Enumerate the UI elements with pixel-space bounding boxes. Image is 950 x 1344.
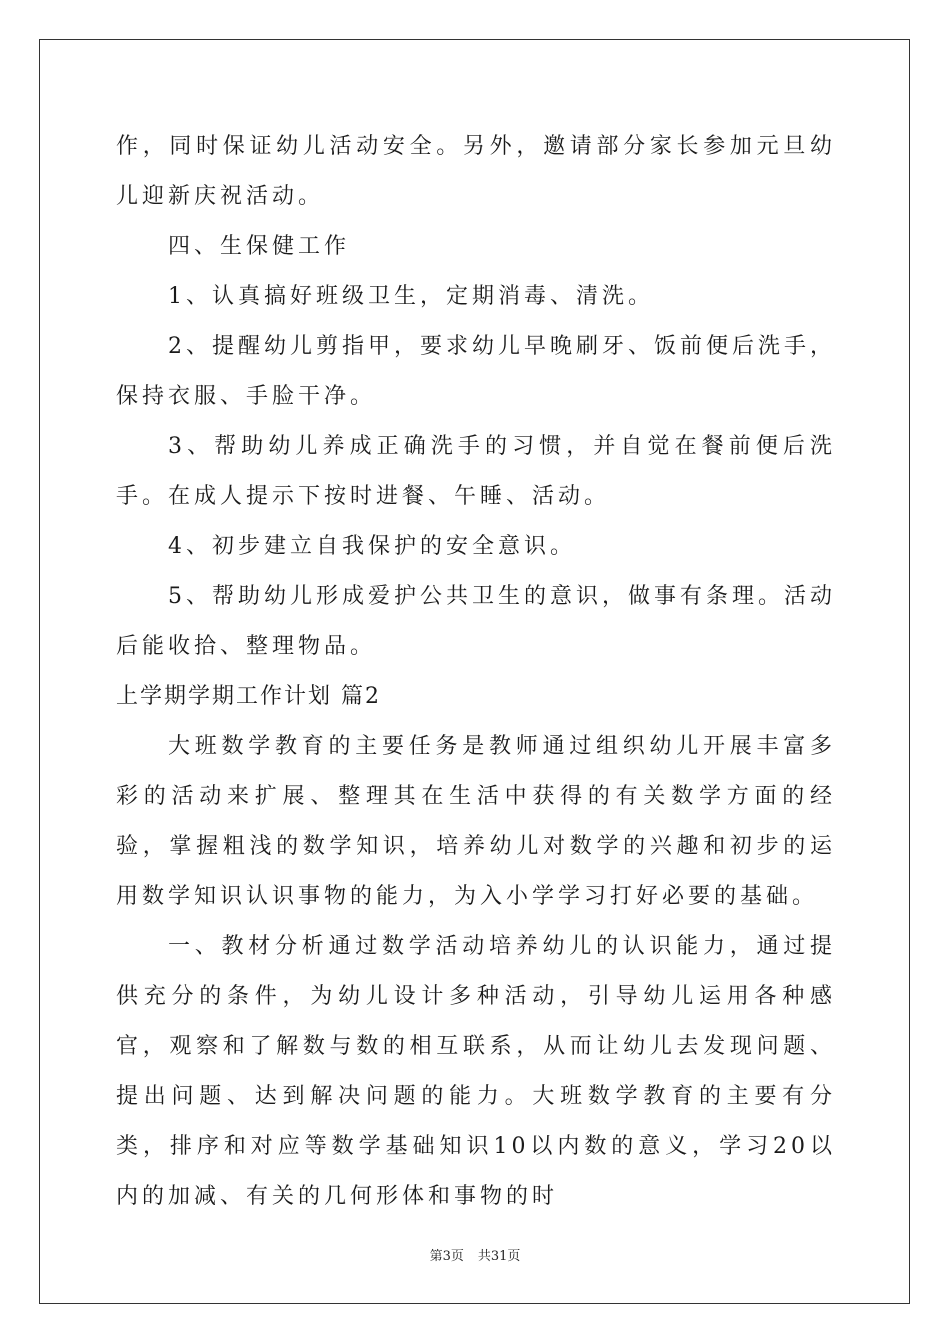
paragraph-material-analysis: 一、教材分析通过数学活动培养幼儿的认识能力，通过提供充分的条件，为幼儿设计多种活动，引导幼儿运用各种感官，观察和了解数与数的相互联系，从而让幼儿去发现问题、提出问题、达到解决问题的能力。大班数学教育的主要有分类，排序和对应等数学基础知识10以内数的意义，学习20以内的加减、有关的几何形体和事物的时 (116, 934, 836, 1209)
section-heading-health: 四、生保健工作 (168, 234, 351, 259)
article-title: 上学期学期工作计划 篇2 (116, 684, 381, 709)
page-number: 第3页 (429, 1249, 464, 1264)
list-item-5: 5、帮助幼儿形成爱护公共卫生的意识，做事有条理。活动后能收拾、整理物品。 (116, 584, 836, 659)
page-total: 共31页 (477, 1249, 521, 1264)
paragraph-continuation: 作，同时保证幼儿活动安全。另外，邀请部分家长参加元旦幼儿迎新庆祝活动。 (116, 134, 836, 209)
page-footer (0, 1245, 950, 1264)
paragraph-intro: 大班数学教育的主要任务是教师通过组织幼儿开展丰富多彩的活动来扩展、整理其在生活中获得的有关数学方面的经验，掌握粗浅的数学知识，培养幼儿对数学的兴趣和初步的运用数学知识认识事物的能力，为入小学学习打好必要的基础。 (116, 734, 836, 909)
list-item-1: 1、认真搞好班级卫生，定期消毒、清洗。 (168, 284, 654, 309)
list-item-2: 2、提醒幼儿剪指甲，要求幼儿早晚刷牙、饭前便后洗手，保持衣服、手脸干净。 (116, 334, 836, 409)
list-item-3: 3、帮助幼儿养成正确洗手的习惯，并自觉在餐前便后洗手。在成人提示下按时进餐、午睡、活动。 (116, 434, 836, 509)
document-body (116, 122, 836, 1222)
list-item-4: 4、初步建立自我保护的安全意识。 (168, 534, 576, 559)
